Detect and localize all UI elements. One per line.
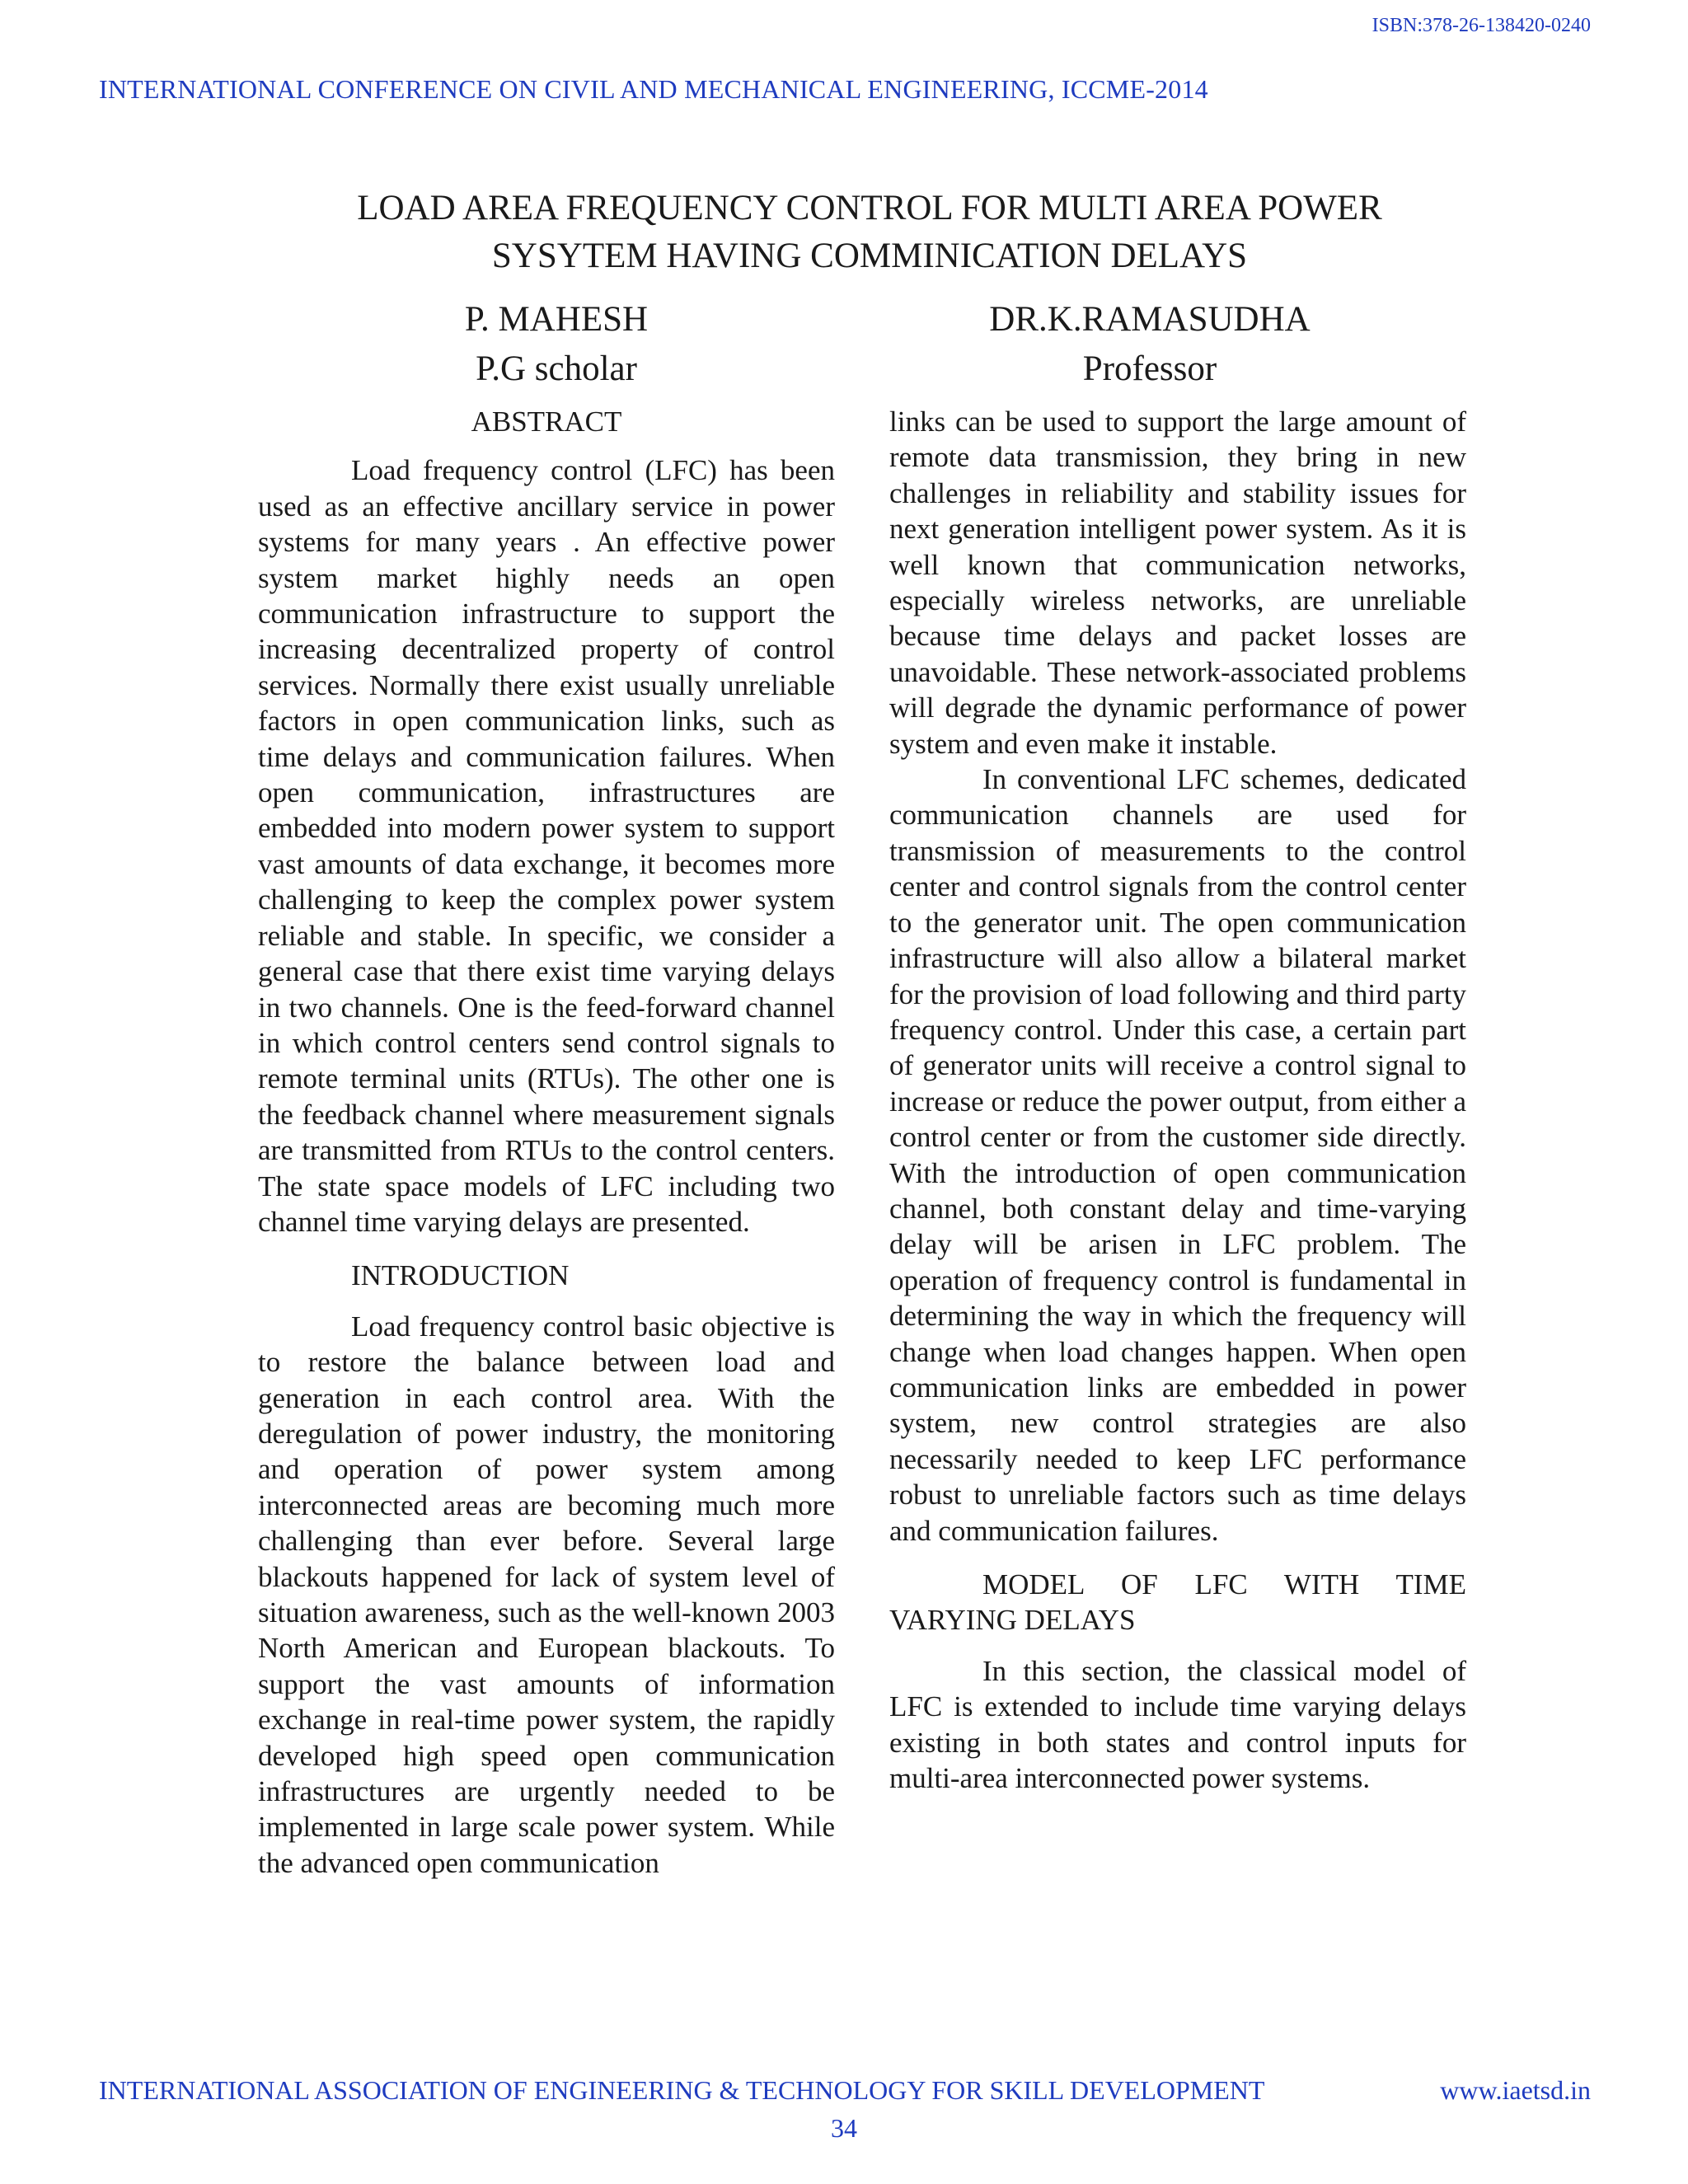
model-paragraph: In this section, the classical model of LFC is extended to include time varying delays existing in both states and control inputs for multi-area interconnected power systems. <box>889 1654 1466 1795</box>
model-heading: MODEL OF LFC WITH TIME VARYING DELAYS <box>889 1568 1466 1637</box>
left-column <box>258 404 835 1881</box>
author-role: Professor <box>1082 349 1217 388</box>
abstract-heading: ABSTRACT <box>471 405 622 438</box>
conference-header: INTERNATIONAL CONFERENCE ON CIVIL AND MECHANICAL ENGINEERING, ICCME-2014 <box>99 74 1208 104</box>
author-block-2 <box>940 295 1360 394</box>
website-link[interactable]: www.iaetsd.in <box>1440 2075 1591 2105</box>
association-name: INTERNATIONAL ASSOCIATION OF ENGINEERING & TECHNOLOGY FOR SKILL DEVELOPMENT <box>99 2075 1265 2105</box>
author-name: P. MAHESH <box>464 300 649 339</box>
isbn-label: ISBN:378-26-138420-0240 <box>1372 15 1591 36</box>
introduction-paragraph: Load frequency control basic objective is to restore the balance between load and generation in each control area. With the deregulation of power industry, the monitoring and operation of power system among interconnected areas are becoming much more challenging than ever before. Several large blackouts happened for lack of system level of situation awareness, such as the well-known 2003 North American and European blackouts. To support the vast amounts of information exchange in real-time power system, the rapidly developed high speed open communication infrastructures are urgently needed to be implemented in large scale power system. While the advanced open communication <box>258 1310 835 1879</box>
introduction-heading: INTRODUCTION <box>351 1259 570 1292</box>
page-number: 34 <box>831 2113 857 2143</box>
abstract-paragraph: Load frequency control (LFC) has been used as an effective ancillary service in power systems for many years . An effective power system market highly needs an open communication infrastructure to support the increasing decentralized property of control services. Normally there exist usually unreliable factors in open communication links, such as time delays and communication failures. When open communication, infrastructures are embedded into modern power system to support vast amounts of data exchange, it becomes more challenging to keep the complex power system reliable and stable. In specific, we consider a general case that there exist time varying delays in two channels. One is the feed-forward channel in which control centers send control signals to remote terminal units (RTUs). The other one is the feedback channel where measurement signals are transmitted from RTUs to the control centers. The state space models of LFC including two channel time varying delays are presented. <box>258 454 835 1238</box>
title-line-1: LOAD AREA FREQUENCY CONTROL FOR MULTI AREA POWER <box>357 189 1382 227</box>
continuation-paragraph: links can be used to support the large amount of remote data transmission, they bring in new challenges in reliability and stability issues for next generation intelligent power system. As it is well known that communication networks, especially wireless networks, are unreliable because time delays and packet losses are unavoidable. These network-associated problems will degrade the dynamic performance of power system and even make it instable. <box>889 405 1466 760</box>
title-line-2: SYSYTEM HAVING COMMINICATION DELAYS <box>491 237 1248 275</box>
author-block-1 <box>346 295 767 394</box>
author-name: DR.K.RAMASUDHA <box>989 300 1311 339</box>
right-column <box>889 404 1466 1796</box>
author-role: P.G scholar <box>476 349 637 388</box>
conventional-lfc-paragraph: In conventional LFC schemes, dedicated communication channels are used for transmission of measurements to the control center and control signals from the control center to the generator unit. The open communication infrastructure will also allow a bilateral market for the provision of load following and third party frequency control. Under this case, a certain part of generator units will receive a control signal to increase or reduce the power output, from either a control center or from the customer side directly. With the introduction of open communication channel, both constant delay and time-varying delay will be arisen in LFC problem. The operation of frequency control is fundamental in determining the way in which the frequency will change when load changes happen. When open communication links are embedded in power system, new control strategies are also necessarily needed to keep LFC performance robust to unreliable factors such as time delays and communication failures. <box>889 763 1466 1547</box>
paper-title <box>272 185 1467 280</box>
